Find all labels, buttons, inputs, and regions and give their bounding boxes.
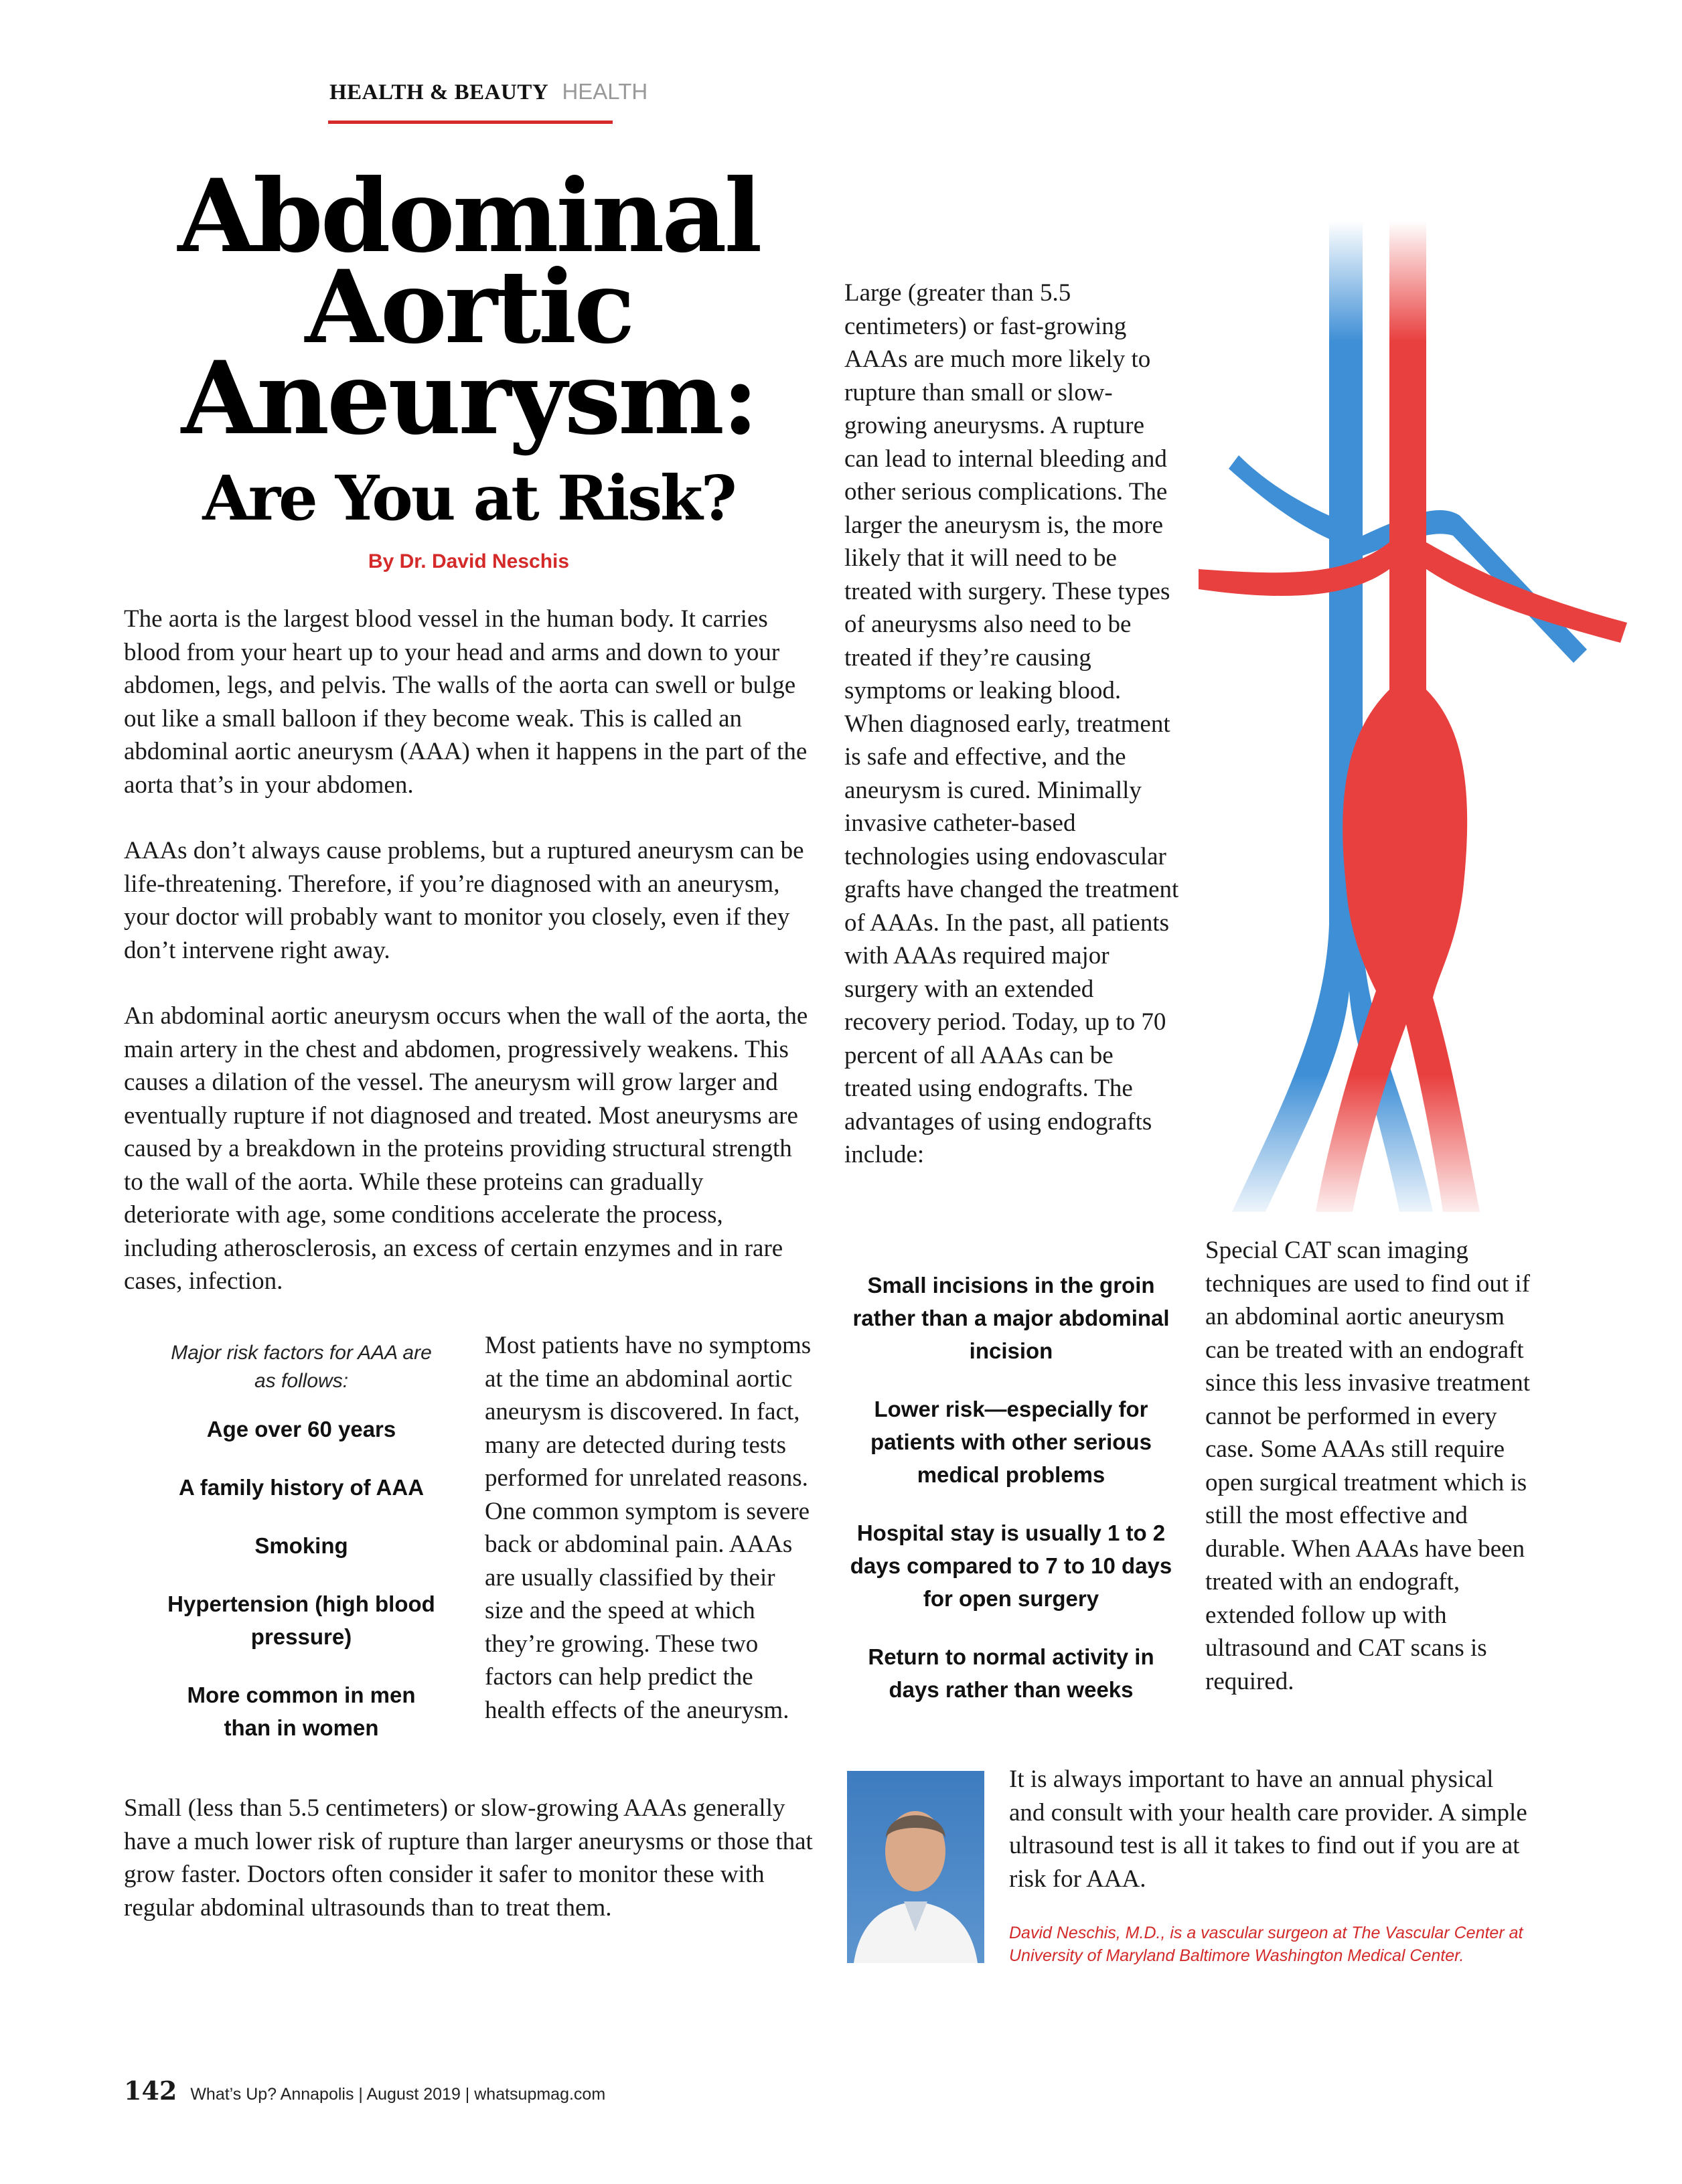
page-number: 142 xyxy=(124,2076,177,2106)
aorta-illustration xyxy=(1185,221,1654,1225)
risk-factor: More common in men than in women xyxy=(187,1683,416,1740)
symptoms-paragraph: Most patients have no symptoms at the time an abdominal aortic aneurysm is discovered. In fact, many are detected during tests performed for unrelated reasons. One common symptom is severe back or abdominal pain. AAAs are usually classified by their size and the speed at which they’re growing. These two factors can help predict the health effects of the aneurysm. xyxy=(485,1332,812,1724)
endograft-advantages xyxy=(844,1269,1178,1731)
advantage-item: Small incisions in the groin rather than a major abdominal incision xyxy=(852,1273,1170,1363)
article-subtitle: Are You at Risk? xyxy=(202,462,735,534)
intro-column xyxy=(124,603,814,1331)
closing-paragraph: It is always important to have an annual physical and consult with your health care provider. A simple ultrasound test is all it takes to find out if you are at risk for AAA. xyxy=(1009,1766,1527,1893)
advantage-item: Hospital stay is usually 1 to 2 days compared to 7 to 10 days for open surgery xyxy=(850,1520,1172,1611)
cat-scan-paragraph: Special CAT scan imaging techniques are used to find out if an abdominal aortic aneurysm can be treated with an endograft since this less invasive treatment cannot be performed in every case. Some AAAs still require open surgical treatment which is still the most effective and durable. When AAAs have been treated with an endograft, extended follow up with ultrasound and CAT scans is required. xyxy=(1205,1237,1530,1695)
risk-factor: Smoking xyxy=(254,1533,348,1558)
section-header xyxy=(329,79,647,105)
title-line-3: Aneurysm: xyxy=(181,339,757,457)
risk-factors-intro: Major risk factors for AAA are as follows: xyxy=(171,1342,432,1392)
risk-factor: A family history of AAA xyxy=(178,1475,425,1500)
title-line-1: Abdominal xyxy=(177,157,760,275)
subsection-label: HEALTH xyxy=(562,79,648,104)
author-credit: David Neschis, M.D., is a vascular surgeon at The Vascular Center at University of Maryland Baltimore Washington Medical Center. xyxy=(1009,1924,1523,1965)
section-divider xyxy=(328,121,613,124)
advantage-item: Return to normal activity in days rather than weeks xyxy=(868,1644,1154,1702)
author-photo xyxy=(847,1771,984,1963)
advantage-item: Lower risk—especially for patients with other serious medical problems xyxy=(870,1397,1152,1487)
risk-factor: Hypertension (high blood pressure) xyxy=(167,1591,435,1649)
risk-factors-sidebar xyxy=(167,1339,435,1770)
risk-factor: Age over 60 years xyxy=(206,1417,396,1441)
large-aaa-paragraph: Large (greater than 5.5 centimeters) or fast-growing AAAs are much more likely to rupture than small or slow-growing aneurysms. A rupture can lead to internal bleeding and other serious complications. The larger the aneurysm is, the more likely that it will need to be treated with surgery. These types of aneurysms also need to be treated if they’re causing symptoms or leaking blood. When diagnosed early, treatment is safe and effective, and the aneurysm is cured. Minimally invasive catheter-based technologies using endovascular grafts have changed the treatment of AAAs. In the past, all patients with AAAs required major surgery with an extended recovery period. Today, up to 70 percent of all AAAs can be treated using endografts. The advantages of using endografts include: xyxy=(844,279,1179,1168)
section-label: HEALTH & BEAUTY xyxy=(329,80,549,104)
byline: By Dr. David Neschis xyxy=(368,550,570,572)
article-title xyxy=(134,157,804,548)
small-aaa-paragraph: Small (less than 5.5 centimeters) or slow-growing AAAs generally have a much lower risk of rupture than larger aneurysms or those that grow faster. Doctors often consider it safer to monitor these with regular abdominal ultrasounds than to treat them. xyxy=(124,1794,813,1922)
paragraph: AAAs don’t always cause problems, but a ruptured aneurysm can be life-threatening. Therefore, if you’re diagnosed with an aneurysm, your doctor will probably want to monitor you closely, even if they don’t intervene right away. xyxy=(124,837,804,964)
paragraph: The aorta is the largest blood vessel in the human body. It carries blood from your heart up to your head and arms and down to your abdomen, legs, and pelvis. The walls of the aorta can swell or bulge out like a small balloon if they become weak. This is called an abdominal aortic aneurysm (AAA) when it happens in the part of the aorta that’s in your abdomen. xyxy=(124,605,808,799)
paragraph: An abdominal aortic aneurysm occurs when the wall of the aorta, the main artery in the chest and abdomen, progressively weakens. This causes a dilation of the vessel. The aneurysm will grow larger and eventually rupture if not diagnosed and treated. Most aneurysms are caused by a breakdown in the proteins providing structural strength to the wall of the aorta. While these proteins can gradually deteriorate with age, some conditions accelerate the process, including atherosclerosis, an excess of certain enzymes and in rare cases, infection. xyxy=(124,1002,808,1295)
title-line-2: Aortic xyxy=(305,248,633,366)
publication-info: What’s Up? Annapolis | August 2019 | whatsupmag.com xyxy=(190,2085,606,2104)
page-footer xyxy=(124,2076,605,2106)
